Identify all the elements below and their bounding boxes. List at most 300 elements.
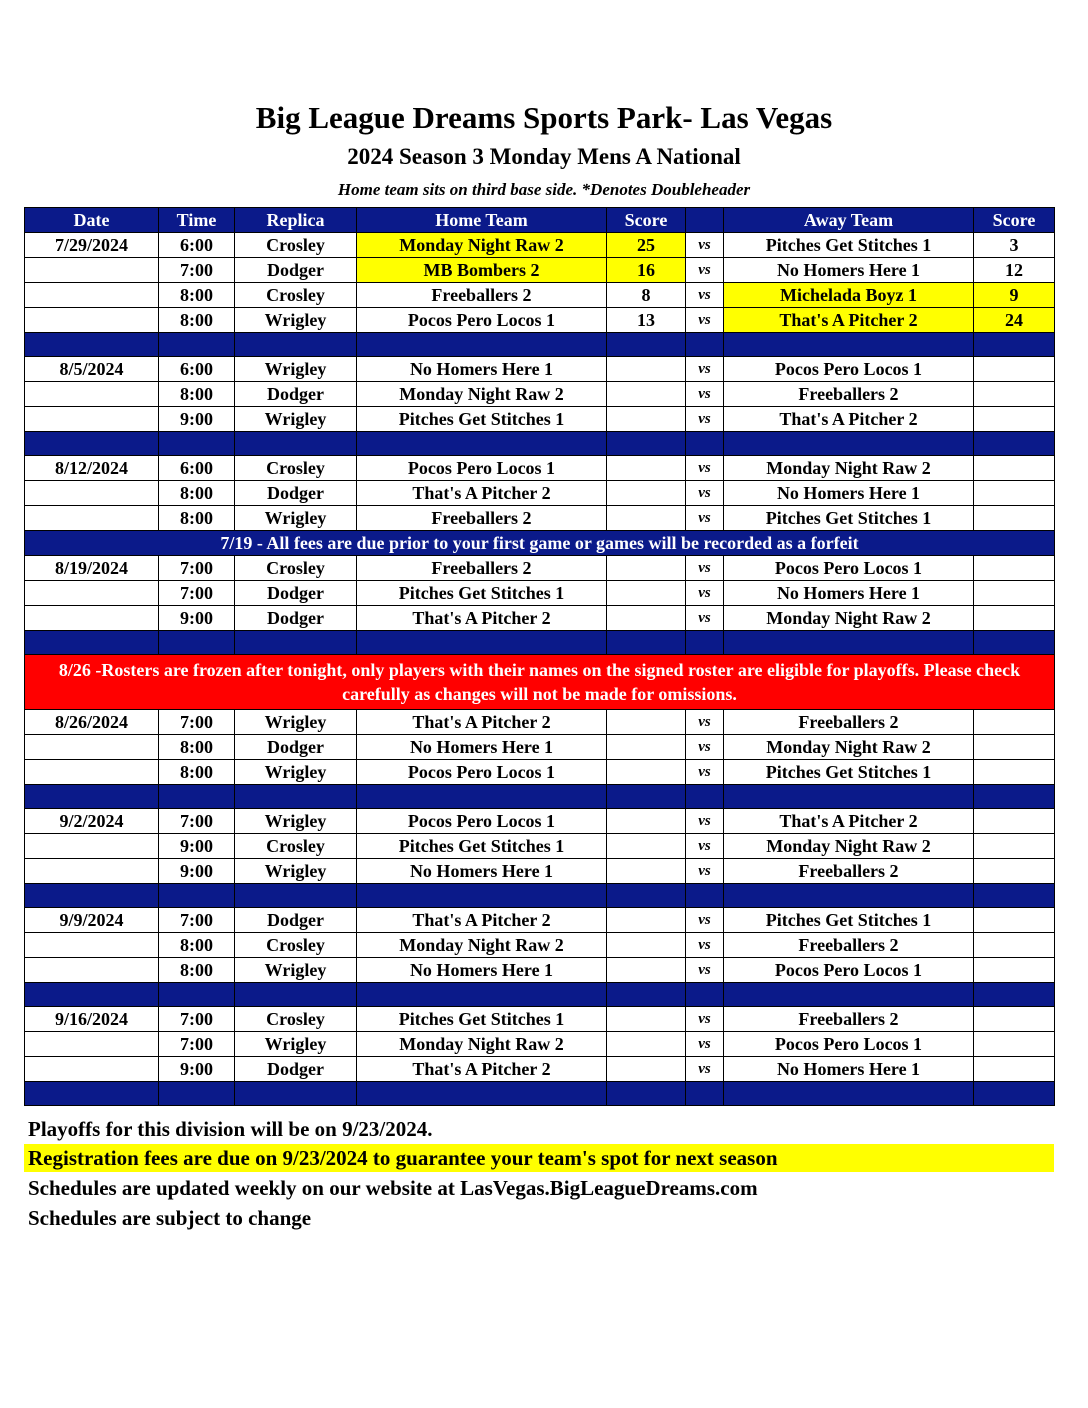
game-row [25,456,1055,481]
date-cell [25,581,159,606]
home-team-cell: That's A Pitcher 2 [357,606,607,631]
date-cell: 8/12/2024 [25,456,159,481]
field-cell: Dodger [235,258,357,283]
separator-row [25,983,1055,1007]
away-score-cell: 12 [974,258,1055,283]
vs-cell: vs [686,258,724,283]
field-cell: Wrigley [235,859,357,884]
date-cell [25,258,159,283]
away-score-cell [974,958,1055,983]
vs-cell: vs [686,1007,724,1032]
date-cell [25,506,159,531]
game-row [25,506,1055,531]
separator-cell [974,785,1055,809]
game-row [25,481,1055,506]
date-cell [25,1057,159,1082]
game-row [25,809,1055,834]
game-row [25,357,1055,382]
separator-cell [974,983,1055,1007]
vs-cell: vs [686,1032,724,1057]
time-cell: 7:00 [159,258,235,283]
time-cell: 8:00 [159,481,235,506]
vs-cell: vs [686,308,724,333]
game-row [25,233,1055,258]
separator-cell [357,884,607,908]
vs-cell: vs [686,908,724,933]
game-row [25,308,1055,333]
away-score-cell: 24 [974,308,1055,333]
vs-cell: vs [686,809,724,834]
away-team-cell: No Homers Here 1 [724,1057,974,1082]
home-score-cell [607,809,686,834]
home-team-cell: Pocos Pero Locos 1 [357,456,607,481]
separator-cell [25,1082,159,1106]
away-score-cell [974,506,1055,531]
home-team-cell: No Homers Here 1 [357,859,607,884]
away-team-cell: Freeballers 2 [724,859,974,884]
date-cell: 8/26/2024 [25,710,159,735]
time-cell: 6:00 [159,456,235,481]
page-subtitle: 2024 Season 3 Monday Mens A National [347,144,741,169]
separator-cell [724,983,974,1007]
time-cell: 7:00 [159,581,235,606]
date-cell [25,283,159,308]
home-team-cell: No Homers Here 1 [357,958,607,983]
vs-cell: vs [686,760,724,785]
away-score-cell [974,809,1055,834]
away-score-cell [974,382,1055,407]
separator-cell [357,631,607,655]
date-cell [25,382,159,407]
separator-cell [357,983,607,1007]
game-row [25,834,1055,859]
separator-cell [235,432,357,456]
home-team-cell: No Homers Here 1 [357,735,607,760]
home-score-cell [607,834,686,859]
away-team-cell: Freeballers 2 [724,382,974,407]
col-header-home-score: Score [607,208,686,233]
time-cell: 8:00 [159,506,235,531]
game-row [25,908,1055,933]
field-cell: Wrigley [235,357,357,382]
date-cell [25,407,159,432]
separator-cell [357,1082,607,1106]
separator-row [25,785,1055,809]
time-cell: 9:00 [159,407,235,432]
col-header-replica: Replica [235,208,357,233]
field-cell: Dodger [235,908,357,933]
vs-cell: vs [686,735,724,760]
date-cell [25,1032,159,1057]
away-score-cell [974,1007,1055,1032]
separator-cell [159,1082,235,1106]
away-team-cell: Monday Night Raw 2 [724,834,974,859]
game-row [25,382,1055,407]
separator-cell [25,884,159,908]
separator-cell [686,1082,724,1106]
separator-cell [686,631,724,655]
away-score-cell [974,581,1055,606]
vs-cell: vs [686,357,724,382]
field-cell: Dodger [235,1057,357,1082]
home-score-cell [607,357,686,382]
home-team-cell: That's A Pitcher 2 [357,908,607,933]
home-score-cell [607,1007,686,1032]
website-note: Schedules are updated weekly on our website at LasVegas.BigLeagueDreams.com [28,1176,758,1200]
field-cell: Wrigley [235,958,357,983]
home-team-cell: Pocos Pero Locos 1 [357,308,607,333]
separator-cell [607,983,686,1007]
separator-cell [235,983,357,1007]
game-row [25,283,1055,308]
time-cell: 8:00 [159,283,235,308]
date-cell [25,834,159,859]
schedule-body [25,233,1055,1106]
away-team-cell: Monday Night Raw 2 [724,735,974,760]
vs-cell: vs [686,1057,724,1082]
field-cell: Crosley [235,933,357,958]
time-cell: 6:00 [159,233,235,258]
away-team-cell: That's A Pitcher 2 [724,809,974,834]
away-score-cell [974,357,1055,382]
separator-cell [974,333,1055,357]
time-cell: 7:00 [159,1032,235,1057]
time-cell: 8:00 [159,958,235,983]
field-cell: Wrigley [235,407,357,432]
separator-row [25,333,1055,357]
home-team-cell: Monday Night Raw 2 [357,1032,607,1057]
registration-note: Registration fees are due on 9/23/2024 to guarantee your team's spot for next season [24,1144,1054,1172]
separator-cell [724,884,974,908]
home-team-cell: That's A Pitcher 2 [357,710,607,735]
schedule-note: Home team sits on third base side. *Denotes Doubleheader [337,180,751,199]
field-cell: Wrigley [235,760,357,785]
game-row [25,407,1055,432]
home-score-cell: 8 [607,283,686,308]
away-team-cell: Pocos Pero Locos 1 [724,1032,974,1057]
away-score-cell [974,933,1055,958]
vs-cell: vs [686,283,724,308]
col-header-date: Date [25,208,159,233]
away-score-cell [974,859,1055,884]
separator-cell [235,1082,357,1106]
date-cell [25,859,159,884]
vs-cell: vs [686,581,724,606]
away-team-cell: Pocos Pero Locos 1 [724,556,974,581]
home-score-cell [607,382,686,407]
game-row [25,1007,1055,1032]
home-team-cell: Pitches Get Stitches 1 [357,407,607,432]
field-cell: Wrigley [235,506,357,531]
field-cell: Crosley [235,556,357,581]
separator-cell [724,631,974,655]
separator-cell [724,1082,974,1106]
away-score-cell: 9 [974,283,1055,308]
vs-cell: vs [686,456,724,481]
date-cell: 9/2/2024 [25,809,159,834]
home-team-cell: Monday Night Raw 2 [357,233,607,258]
date-cell: 9/9/2024 [25,908,159,933]
time-cell: 7:00 [159,809,235,834]
separator-cell [159,631,235,655]
schedule-table [24,207,1055,1106]
field-cell: Wrigley [235,1032,357,1057]
away-score-cell [974,1032,1055,1057]
separator-cell [974,1082,1055,1106]
date-cell [25,760,159,785]
date-cell: 8/19/2024 [25,556,159,581]
away-team-cell: Pitches Get Stitches 1 [724,233,974,258]
away-score-cell [974,407,1055,432]
playoffs-note: Playoffs for this division will be on 9/23/2024. [28,1117,433,1141]
disclaimer-note: Schedules are subject to change [28,1206,312,1230]
home-score-cell [607,556,686,581]
separator-row [25,1082,1055,1106]
time-cell: 9:00 [159,606,235,631]
home-score-cell: 16 [607,258,686,283]
time-cell: 8:00 [159,760,235,785]
alert-row [25,655,1055,710]
field-cell: Dodger [235,581,357,606]
date-cell [25,735,159,760]
separator-cell [25,631,159,655]
away-team-cell: No Homers Here 1 [724,581,974,606]
home-score-cell [607,506,686,531]
field-cell: Dodger [235,735,357,760]
time-cell: 9:00 [159,1057,235,1082]
date-cell [25,481,159,506]
away-score-cell [974,556,1055,581]
date-cell [25,933,159,958]
away-score-cell [974,834,1055,859]
away-score-cell [974,908,1055,933]
time-cell: 7:00 [159,556,235,581]
away-score-cell [974,456,1055,481]
away-team-cell: Pitches Get Stitches 1 [724,760,974,785]
home-score-cell [607,1057,686,1082]
separator-cell [159,884,235,908]
game-row [25,933,1055,958]
home-score-cell [607,859,686,884]
vs-cell: vs [686,481,724,506]
vs-cell: vs [686,407,724,432]
home-team-cell: That's A Pitcher 2 [357,1057,607,1082]
field-cell: Dodger [235,481,357,506]
notice-text: 7/19 - All fees are due prior to your first game or games will be recorded as a forfeit [25,531,1055,556]
home-team-cell: Freeballers 2 [357,283,607,308]
separator-row [25,631,1055,655]
home-team-cell: No Homers Here 1 [357,357,607,382]
col-header-away-score: Score [974,208,1055,233]
time-cell: 7:00 [159,710,235,735]
game-row [25,556,1055,581]
separator-cell [25,983,159,1007]
separator-cell [25,785,159,809]
separator-cell [159,983,235,1007]
home-score-cell [607,958,686,983]
home-score-cell [607,710,686,735]
game-row [25,760,1055,785]
vs-cell: vs [686,606,724,631]
away-team-cell: Freeballers 2 [724,1007,974,1032]
vs-cell: vs [686,834,724,859]
separator-cell [25,333,159,357]
date-cell [25,958,159,983]
vs-cell: vs [686,556,724,581]
time-cell: 6:00 [159,357,235,382]
separator-cell [607,631,686,655]
away-team-cell: Pitches Get Stitches 1 [724,908,974,933]
time-cell: 8:00 [159,933,235,958]
vs-cell: vs [686,933,724,958]
home-team-cell: Monday Night Raw 2 [357,382,607,407]
date-cell: 8/5/2024 [25,357,159,382]
field-cell: Wrigley [235,710,357,735]
home-team-cell: Freeballers 2 [357,506,607,531]
field-cell: Crosley [235,233,357,258]
vs-cell: vs [686,506,724,531]
away-team-cell: Freeballers 2 [724,710,974,735]
field-cell: Crosley [235,1007,357,1032]
home-score-cell [607,481,686,506]
separator-cell [235,884,357,908]
home-score-cell [607,407,686,432]
date-cell [25,606,159,631]
home-team-cell: Freeballers 2 [357,556,607,581]
vs-cell: vs [686,859,724,884]
alert-text: 8/26 -Rosters are frozen after tonight, only players with their names on the signed roster are eligible for playoffs. Please check carefully as changes will not be made for omissions. [25,655,1055,710]
separator-cell [686,884,724,908]
separator-cell [235,631,357,655]
home-score-cell: 25 [607,233,686,258]
col-header-home-team: Home Team [357,208,607,233]
time-cell: 8:00 [159,308,235,333]
date-cell: 9/16/2024 [25,1007,159,1032]
game-row [25,258,1055,283]
separator-cell [357,785,607,809]
field-cell: Wrigley [235,809,357,834]
separator-cell [974,884,1055,908]
time-cell: 8:00 [159,382,235,407]
separator-cell [607,432,686,456]
away-score-cell: 3 [974,233,1055,258]
col-header-vs [686,208,724,233]
notice-row [25,531,1055,556]
separator-cell [159,785,235,809]
page-title: Big League Dreams Sports Park- Las Vegas [255,100,833,135]
home-team-cell: Pocos Pero Locos 1 [357,760,607,785]
home-score-cell: 13 [607,308,686,333]
field-cell: Wrigley [235,308,357,333]
time-cell: 7:00 [159,908,235,933]
separator-cell [974,631,1055,655]
home-team-cell: Pocos Pero Locos 1 [357,809,607,834]
separator-cell [357,432,607,456]
separator-cell [607,1082,686,1106]
home-team-cell: Pitches Get Stitches 1 [357,581,607,606]
col-header-time: Time [159,208,235,233]
home-score-cell [607,760,686,785]
away-team-cell: Pocos Pero Locos 1 [724,357,974,382]
home-team-cell: Pitches Get Stitches 1 [357,834,607,859]
away-team-cell: That's A Pitcher 2 [724,407,974,432]
separator-cell [159,333,235,357]
separator-cell [25,432,159,456]
game-row [25,606,1055,631]
away-score-cell [974,710,1055,735]
away-score-cell [974,606,1055,631]
away-team-cell: That's A Pitcher 2 [724,308,974,333]
away-team-cell: Pocos Pero Locos 1 [724,958,974,983]
home-score-cell [607,735,686,760]
date-cell [25,308,159,333]
home-team-cell: Pitches Get Stitches 1 [357,1007,607,1032]
home-score-cell [607,933,686,958]
field-cell: Crosley [235,456,357,481]
separator-cell [607,785,686,809]
away-team-cell: Freeballers 2 [724,933,974,958]
game-row [25,1057,1055,1082]
separator-cell [235,333,357,357]
game-row [25,859,1055,884]
separator-row [25,432,1055,456]
field-cell: Dodger [235,606,357,631]
time-cell: 7:00 [159,1007,235,1032]
vs-cell: vs [686,958,724,983]
away-team-cell: Monday Night Raw 2 [724,456,974,481]
field-cell: Crosley [235,834,357,859]
separator-cell [607,884,686,908]
time-cell: 9:00 [159,834,235,859]
date-cell: 7/29/2024 [25,233,159,258]
game-row [25,958,1055,983]
time-cell: 8:00 [159,735,235,760]
vs-cell: vs [686,710,724,735]
vs-cell: vs [686,233,724,258]
game-row [25,710,1055,735]
separator-row [25,884,1055,908]
game-row [25,735,1055,760]
game-row [25,581,1055,606]
away-team-cell: Pitches Get Stitches 1 [724,506,974,531]
away-team-cell: Monday Night Raw 2 [724,606,974,631]
away-score-cell [974,1057,1055,1082]
separator-cell [686,333,724,357]
separator-cell [686,983,724,1007]
away-team-cell: No Homers Here 1 [724,258,974,283]
game-row [25,1032,1055,1057]
away-score-cell [974,760,1055,785]
away-team-cell: No Homers Here 1 [724,481,974,506]
away-score-cell [974,735,1055,760]
field-cell: Crosley [235,283,357,308]
home-team-cell: That's A Pitcher 2 [357,481,607,506]
separator-cell [974,432,1055,456]
home-team-cell: Monday Night Raw 2 [357,933,607,958]
separator-cell [607,333,686,357]
separator-cell [357,333,607,357]
separator-cell [686,432,724,456]
separator-cell [686,785,724,809]
separator-cell [724,432,974,456]
vs-cell: vs [686,382,724,407]
home-score-cell [607,456,686,481]
home-team-cell: MB Bombers 2 [357,258,607,283]
table-header-row [25,208,1055,233]
separator-cell [724,785,974,809]
home-score-cell [607,606,686,631]
separator-cell [724,333,974,357]
